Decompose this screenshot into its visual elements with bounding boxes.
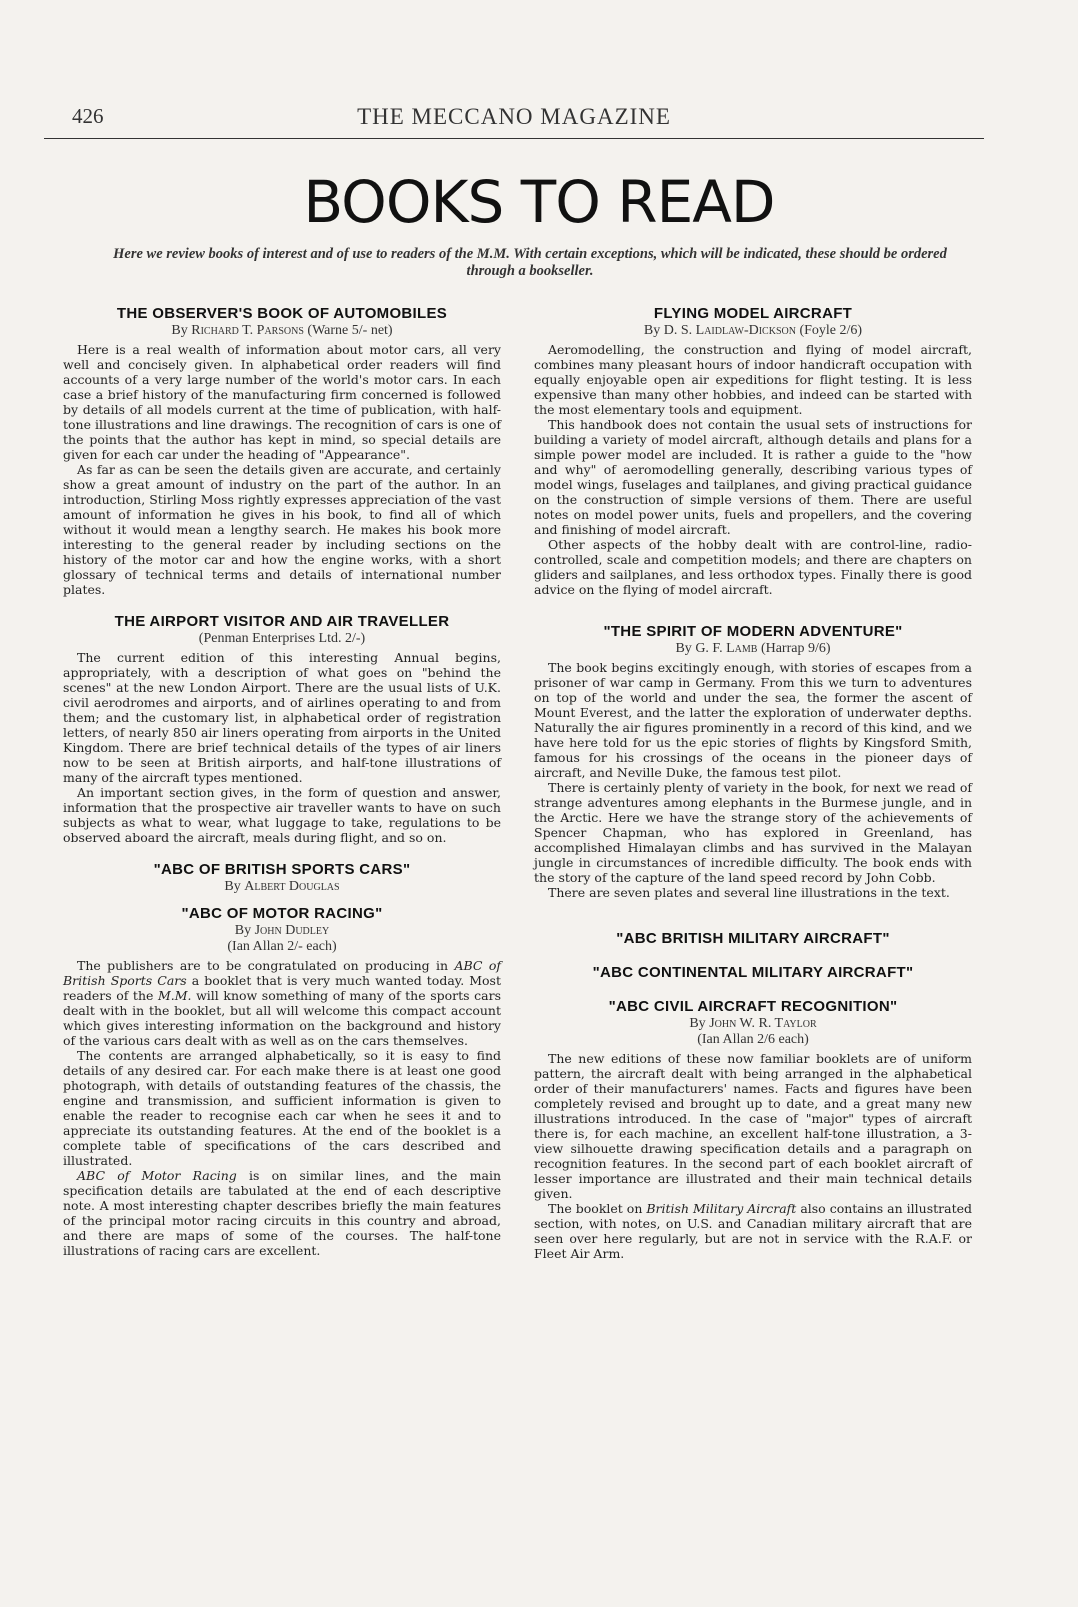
review-byline: By Albert Douglas [224,879,340,894]
page-title: BOOKS TO READ [303,168,775,236]
review-paragraph: As far as can be seen the details given are accurate, and certainly show a great amount of industry on the part of the author. In an introduction, Stirling Moss rightly expresses appreciation of the vast amount of information he gives in his book, to find all of which without it would mean a lengthy search. He makes his book more interesting to the general reader by including sections on the history of the motor car and how the engine works, with a short glossary of technical terms and details of international number plates. [63,462,501,597]
review-paragraph: This handbook does not contain the usual sets of instructions for building a variety of model aircraft, although details and plans for a simple power model are included. It is rather a guide to the "how and why" of aeromodelling generally, describing various types of model wings, fuselages and tailplanes, and giving practical guidance on the construction of simple versions of them. There are useful notes on model power units, fuels and propellers, and the covering and finishing of model aircraft. [534,417,972,537]
right-column [534,305,972,1277]
review-paragraph: Other aspects of the hobby dealt with are control-line, radio-controlled, scale and competition models; and there are chapters on gliders and sailplanes, and less orthodox types. Finally there is good advice on the flying of model aircraft. [534,537,972,597]
review-byline: By John Dudley [234,923,330,938]
review-paragraph: The current edition of this interesting Annual begins, appropriately, with a description of what goes on "behind the scenes" at the new London Airport. There are the usual lists of U.K. civil aerodromes and airports, and of airlines operating to and from them; and the customary list, in alphabetical order of registration letters, of nearly 850 air liners operating from airports in the United Kingdom. There are brief technical details of the types of air liners now to be seen at British airports, and half-tone illustrations of many of the aircraft types mentioned. [63,650,501,785]
review-paragraph: The new editions of these now familiar booklets are of uniform pattern, the aircraft dealt with being arranged in the alphabetical order of their manufacturers' names. Facts and figures have been completely revised and brought up to date, and a great many new illustrations introduced. In the case of "major" types of aircraft there is, for each machine, an excellent half-tone illustration, a 3-view silhouette drawing specification details and a paragraph on recognition features. In the second part of each booklet aircraft of lesser importance are illustrated and their main technical details given. [534,1051,972,1201]
review-title: THE AIRPORT VISITOR AND AIR TRAVELLER [114,613,450,630]
magazine-title: THE MECCANO MAGAZINE [357,104,671,129]
review-byline: By D. S. Laidlaw-Dickson (Foyle 2/6) [643,323,863,338]
review-spirit-of-adventure [534,623,972,900]
author-name: G. F. Lamb [695,641,758,656]
review-publisher: (Ian Allan 2/- each) [227,939,337,954]
review-flying-model-aircraft [534,305,972,597]
review-title: "ABC CONTINENTAL MILITARY AIRCRAFT" [592,964,914,981]
review-paragraph: ABC of Motor Racing is on similar lines, and the main specification details are tabulated at the end of each descriptive note. A most interesting chapter describes briefly the main features of the principal motor racing circuits in this country and abroad, and there are maps of some of the courses. The half-tone illustrations of racing cars are excellent. [63,1168,501,1258]
review-title: "ABC CIVIL AIRCRAFT RECOGNITION" [608,998,898,1015]
intro-text: Here we review books of interest and of use to readers of the M.M. With certain exceptions, which will be indicated, these should be ordered through a bookseller. [113,246,947,279]
review-title: "THE SPIRIT OF MODERN ADVENTURE" [603,623,903,640]
review-title: "ABC BRITISH MILITARY AIRCRAFT" [616,930,890,947]
author-name: John W. R. Taylor [709,1016,817,1031]
review-airport-visitor [63,613,501,845]
review-publisher: (Ian Allan 2/6 each) [697,1032,809,1047]
review-paragraph: There is certainly plenty of variety in the book, for next we read of strange adventures among elephants in the Burmese jungle, and in the Arctic. Here we have the strange story of the achievements of Spencer Chapman, who has explored in Greenland, has accomplished Himalayan climbs and has survived in the Malayan jungle in circumstances of incredible difficulty. The book ends with the story of the capture of the land speed record by John Cobb. [534,780,972,885]
review-paragraph: The contents are arranged alphabetically, so it is easy to find details of any desired car. For each make there is at least one good photograph, with details of outstanding features of the chassis, the engine and transmission, and sufficient information is given to enable the reader to recognise each car when he sees it and to appreciate its outstanding features. At the end of the booklet is a complete table of specifications of the cars described and illustrated. [63,1048,501,1168]
author-name: John Dudley [254,923,330,938]
review-byline: By John W. R. Taylor [689,1016,817,1031]
review-byline: By G. F. Lamb (Harrap 9/6) [675,641,831,656]
review-observers-book [63,305,501,597]
review-paragraph: The book begins excitingly enough, with stories of escapes from a prisoner of war camp in Germany. From this we turn to adventures on top of the world and under the sea, the former the ascent of Mount Everest, and the latter the exploration of underwater depths. Naturally the air figures prominently in a record of this kind, and we have here told for us the epic stories of flights by Kingsford Smith, famous for his crossings of the oceans in the pioneer days of aircraft, and Neville Duke, the famous test pilot. [534,660,972,780]
review-paragraph: Aeromodelling, the construction and flying of model aircraft, combines many pleasant hours of indoor handicraft occupation with equally enjoyable open air expeditions for flight testing. It is less expensive than many other hobbies, and indeed can be started with the most elementary tools and equipment. [534,342,972,417]
review-paragraph: Here is a real wealth of information about motor cars, all very well and concisely given. In alphabetical order readers will find accounts of a very large number of the world's motor cars. In each case a brief history of the manufacturing firm concerned is followed by details of all models current at the time of publication, with half-tone illustrations and line drawings. The recognition of cars is one of the points that the author has kept in mind, so special details are given for each car under the heading of "Appearance". [63,342,502,462]
review-abc-sports-cars [63,861,501,1258]
author-name: Richard T. Parsons [191,323,304,338]
review-title: FLYING MODEL AIRCRAFT [653,305,853,322]
review-paragraph: The booklet on British Military Aircraft also contains an illustrated section, with notes, on U.S. and Canadian military aircraft that are seen over here regularly, but are not in service with the R.A.F. or Fleet Air Arm. [534,1201,972,1261]
author-name: D. S. Laidlaw-Dickson [663,323,796,338]
page-number: 426 [72,104,104,128]
review-byline: By Richard T. Parsons (Warne 5/- net) [171,323,393,338]
review-paragraph: An important section gives, in the form of question and answer, information that the prospective air traveller wants to have on such subjects as what to wear, what luggage to take, regulations to be observed aboard the aircraft, meals during flight, and so on. [63,785,501,845]
review-paragraph: The publishers are to be congratulated on producing in ABC of British Sports Cars a booklet that is very much wanted today. Most readers of the M.M. will know something of many of the sports cars dealt with in the booklet, but all will welcome this compact account which gives interesting information on the background and history of the various cars dealt with as well as on the cars themselves. [63,958,501,1048]
review-abc-aircraft [534,930,972,1261]
left-column [63,305,501,1274]
review-title: "ABC OF MOTOR RACING" [181,905,383,922]
review-title: THE OBSERVER'S BOOK OF AUTOMOBILES [116,305,448,322]
review-byline: (Penman Enterprises Ltd. 2/-) [198,631,366,646]
author-name: Albert Douglas [244,879,340,894]
page-header [44,98,984,139]
review-title: "ABC OF BRITISH SPORTS CARS" [153,861,411,878]
review-paragraph: There are seven plates and several line illustrations in the text. [548,885,950,900]
